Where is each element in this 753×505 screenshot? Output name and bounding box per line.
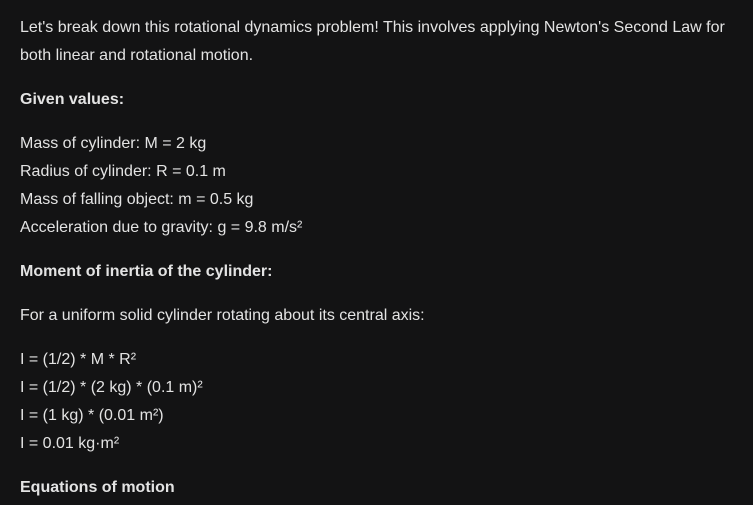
equations-of-motion-heading: Equations of motion bbox=[20, 479, 175, 496]
given-value-item: Radius of cylinder: R = 0.1 m bbox=[20, 163, 226, 180]
calculation-step: I = 0.01 kg·m² bbox=[20, 435, 120, 452]
inertia-description: For a uniform solid cylinder rotating about its central axis: bbox=[20, 307, 425, 324]
calculation-step: I = (1 kg) * (0.01 m²) bbox=[20, 407, 164, 424]
given-value-item: Acceleration due to gravity: g = 9.8 m/s² bbox=[20, 219, 303, 236]
calculation-step: I = (1/2) * M * R² bbox=[20, 351, 137, 368]
given-value-item: Mass of falling object: m = 0.5 kg bbox=[20, 191, 254, 208]
intro-paragraph: Let's break down this rotational dynamics problem! This involves applying Newton's Second Law for both linear and rotational motion. bbox=[20, 19, 725, 64]
calculation-step: I = (1/2) * (2 kg) * (0.1 m)² bbox=[20, 379, 203, 396]
given-values-list bbox=[20, 130, 733, 242]
inertia-calculation-steps bbox=[20, 346, 733, 458]
given-values-heading: Given values: bbox=[20, 91, 125, 108]
moment-of-inertia-heading: Moment of inertia of the cylinder: bbox=[20, 263, 273, 280]
given-value-item: Mass of cylinder: M = 2 kg bbox=[20, 135, 207, 152]
